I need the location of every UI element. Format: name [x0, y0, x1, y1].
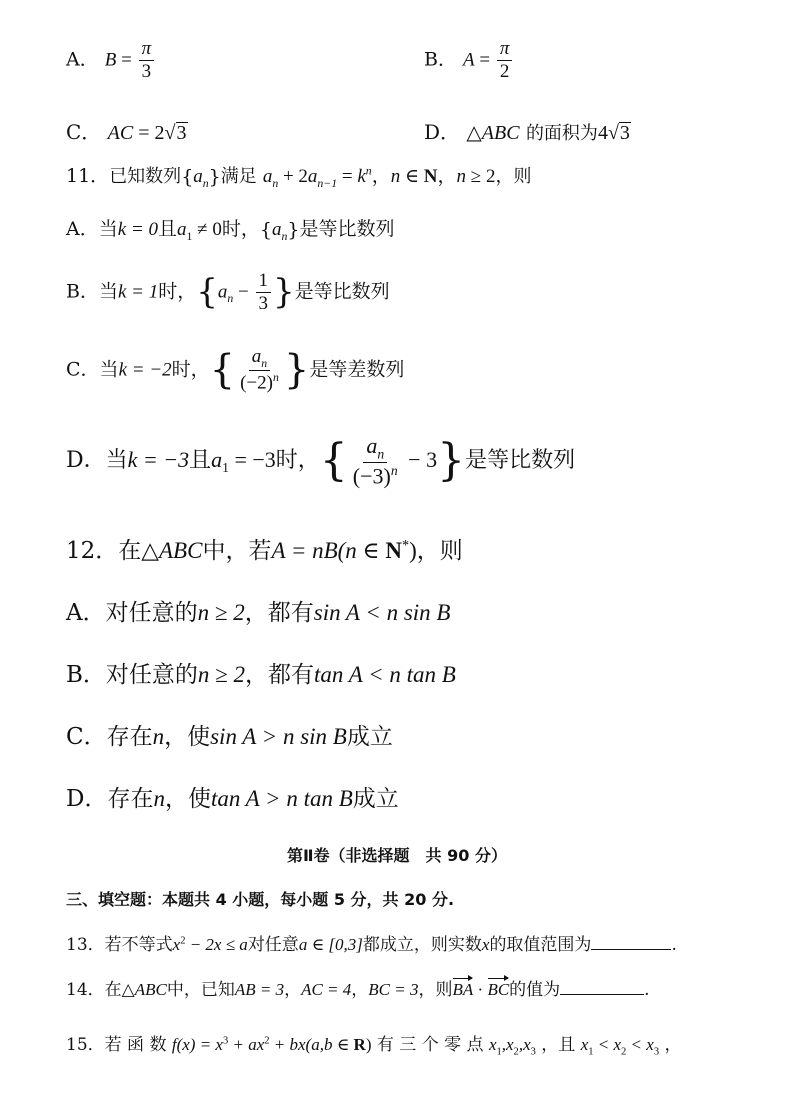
option-label: D． — [66, 786, 108, 812]
eq-ge2: ≥ 2 — [466, 166, 496, 187]
vector-ba: BA — [452, 980, 474, 999]
q-var: x — [172, 935, 181, 954]
option-text: ，使 — [164, 786, 211, 812]
q-text: 在 — [104, 980, 122, 1000]
option-cond: n — [152, 724, 165, 749]
q-text: 对任意 — [247, 935, 299, 955]
option-text: 当 — [98, 280, 118, 303]
eq-n: n — [390, 166, 401, 187]
q-text: ，且 — [541, 1035, 576, 1055]
q-text: 的取值范围为 — [489, 935, 592, 955]
q15 — [66, 1030, 682, 1057]
option-text: ，都有 — [244, 600, 314, 626]
q-expr: + ax — [228, 1035, 265, 1054]
q-text: 若不等式 — [104, 935, 173, 955]
q-text: 都成立，则实数 — [362, 935, 482, 955]
option-label: C． — [66, 120, 102, 144]
zeros-ineq: $x_1 < x_2 < x_3$ — [580, 1035, 660, 1058]
option-value: 2 — [154, 122, 165, 144]
q-text: 中，已知 — [166, 980, 235, 1000]
q-cond: BC = 3 — [368, 980, 419, 999]
q12-option-d — [66, 780, 399, 813]
stem-text: 已知数列 — [109, 166, 182, 187]
q-expr: − 2x ≤ a — [185, 935, 248, 954]
option-conclusion: 是等比数列 — [299, 218, 395, 240]
option-minus3: − 3 — [402, 446, 438, 472]
option-lhs: AC — [107, 122, 134, 144]
option-text: ，都有 — [245, 662, 315, 688]
q-end: . — [644, 980, 650, 1000]
option-text: 且 — [158, 218, 178, 240]
question-number: 13． — [66, 935, 105, 955]
option-cond: k = 0 — [117, 219, 159, 240]
q11-option-b: B．当k = 1时，{$a_n$ − $\frac{1}{3}$ }是等比数列 — [66, 270, 390, 314]
option-label: B． — [424, 48, 457, 71]
q-func: f(x) = x — [171, 1035, 223, 1054]
option-fraction: $\frac{\pi}{3}$ — [139, 38, 155, 83]
q-var: x — [481, 935, 490, 954]
option-label: C． — [66, 358, 100, 381]
q-sup: 3 — [222, 1035, 229, 1047]
q10-option-c: C． AC = 2√3 — [66, 120, 187, 144]
eq-k: k — [357, 166, 366, 187]
q13 — [66, 930, 677, 955]
option-label: C． — [66, 724, 107, 750]
option-fraction: $\frac{a_n}{(-2)^n}$ — [240, 346, 279, 394]
option-cond: n — [153, 786, 165, 811]
option-lhs: B — [104, 49, 117, 71]
section-title: 第Ⅱ卷（非选择题 共 90 分） — [287, 846, 507, 865]
stem-text: 满足 — [220, 166, 257, 187]
q-expr: + bx(a,b ∈ — [269, 1035, 354, 1054]
option-radicand: 3 — [619, 122, 630, 144]
q14: 14．在△ABC中，已知AB = 3，AC = 4，BC = 3，则BA · BC的值为 . — [66, 975, 650, 1000]
option-text: ，使 — [164, 724, 211, 750]
option-expr: tan A < n tan B — [314, 662, 456, 687]
stem-text: 在 — [118, 538, 142, 564]
option-text: 对任意的 — [105, 662, 198, 688]
stem-end: ，则 — [495, 166, 532, 187]
stem-text: 中，若 — [202, 538, 272, 564]
option-text: 且 — [189, 447, 212, 473]
option-cond: k = −2 — [118, 359, 172, 381]
option-term: a — [177, 219, 187, 240]
option-conclusion: 是等比数列 — [465, 447, 576, 473]
option-expr: sin A > n sin B — [210, 724, 347, 749]
q10-option-a: A． B = $\frac{\pi}{3}$ — [66, 38, 156, 83]
option-radicand: 3 — [176, 122, 187, 144]
q10-option-b: B． A = $\frac{\pi}{2}$ — [424, 38, 514, 83]
seq-symbol: a — [193, 166, 203, 187]
option-text: 成立 — [346, 724, 393, 750]
option-text: 当 — [105, 447, 128, 473]
question-number: 11． — [66, 165, 110, 187]
triangle-name: ABC — [158, 538, 203, 563]
triangle-name: ABC — [134, 980, 167, 999]
question-number: 15 — [66, 1035, 88, 1055]
seq-subscript: n — [202, 176, 209, 190]
option-text: 对任意的 — [105, 600, 198, 626]
natural-set: N — [423, 166, 438, 187]
q-text: 的值为 — [509, 980, 561, 1000]
option-label: A． — [66, 218, 99, 240]
eq-equals: = — [337, 166, 358, 187]
option-value: 4 — [597, 122, 608, 144]
q12-stem — [66, 532, 463, 565]
stem-end: ，则 — [416, 538, 463, 564]
answer-blank[interactable] — [591, 932, 671, 950]
option-minus: − — [233, 281, 254, 303]
option-conclusion: 是等比数列 — [294, 280, 390, 303]
q-sup: 2 — [264, 1035, 270, 1047]
eq-in: ∈ — [400, 166, 424, 187]
option-label: A． — [66, 48, 99, 71]
option-fraction: $\frac{\pi}{2}$ — [497, 38, 513, 83]
option-cond: n ≥ 2 — [197, 600, 245, 625]
vector-bc: BC — [487, 980, 510, 999]
option-label: A． — [66, 600, 106, 626]
option-cond: n ≥ 2 — [197, 662, 246, 687]
option-text: 存在 — [107, 786, 154, 812]
option-cond: k = −3 — [127, 446, 190, 472]
q-text: ．若 函 数 — [87, 1035, 167, 1055]
eq-subscript: n−1 — [317, 176, 338, 190]
q-text: ，则 — [418, 980, 453, 1000]
option-a1eq: = −3 — [228, 446, 276, 472]
q-cond: a ∈ [0,3] — [298, 935, 363, 954]
option-text: 时， — [158, 280, 197, 303]
option-expr: tan A > n tan B — [210, 786, 353, 811]
option-ne0: ≠ 0 — [192, 219, 222, 240]
triangle-symbol: △ — [121, 980, 135, 999]
q-cond: AB = 3 — [234, 980, 285, 999]
eq-term: a — [262, 166, 273, 187]
option-text: 成立 — [352, 786, 399, 812]
option-text: 时， — [221, 218, 260, 240]
q-sup: 2 — [180, 935, 186, 947]
q12-option-b — [66, 656, 456, 689]
option-text: 时， — [171, 358, 210, 381]
q-cond: AC = 4 — [301, 980, 352, 999]
answer-blank[interactable] — [560, 977, 644, 995]
triangle-name: ABC — [481, 122, 520, 144]
part-title: 三、填空题：本题共 4 小题，每小题 5 分，共 20 分. — [66, 890, 455, 909]
q11-option-a: A．当k = 0且$a_1 \ne 0$时，$\{a_n\}$是等比数列 — [66, 218, 395, 243]
zeros-list: $x_1,x_2,x_3$ — [488, 1035, 536, 1058]
triangle-symbol: △ — [466, 122, 482, 144]
option-label: B． — [66, 280, 99, 303]
eq-sup: n — [365, 164, 372, 178]
eq-subscript: n — [272, 176, 279, 190]
option-text: 存在 — [106, 724, 153, 750]
question-number: 12． — [66, 538, 119, 564]
q11-option-c: C．当k = −2时，{ $\frac{a_n}{(-2)^n}$ }是等差数列 — [66, 346, 405, 394]
q10-option-d: D． △ABC 的面积为4√3 — [424, 120, 630, 144]
dot-operator: · — [473, 980, 488, 999]
real-set: R — [353, 1035, 366, 1054]
stem-equation: A = nB(n ∈ — [271, 538, 386, 563]
q-text: 有 三 个 零 点 — [376, 1035, 484, 1055]
stem-close: ) — [409, 538, 417, 563]
q11-stem: 11．已知数列$\{a_n\}$满足 $a_n + 2a_{n-1} = k^n$，n ∈ N，n ≥ 2，则 — [66, 164, 532, 190]
option-fraction: $\frac{1}{3}$ — [256, 270, 272, 315]
option-text: 当 — [99, 358, 119, 381]
natural-set: N — [385, 538, 402, 563]
option-label: D． — [424, 120, 461, 144]
q-end: . — [671, 935, 677, 955]
option-text: 时， — [275, 447, 320, 473]
q12-option-a — [66, 594, 450, 627]
option-lhs: A — [463, 49, 475, 71]
q11-option-d: D．当k = −3且$a_1 = -3$时，{ $\frac{a_n}{(-3)^n}$ − 3}是等比数列 — [66, 433, 576, 489]
question-number: 14． — [66, 980, 105, 1000]
option-text: 的面积为 — [525, 123, 598, 144]
option-expr: sin A < n sin B — [313, 600, 451, 625]
eq-plus: + 2 — [278, 166, 308, 187]
triangle-symbol: △ — [141, 538, 159, 563]
option-subscript: 1 — [186, 229, 193, 243]
q-end: ， — [664, 1035, 682, 1055]
option-label: B． — [66, 662, 106, 688]
option-cond: k = 1 — [117, 281, 159, 303]
option-conclusion: 是等差数列 — [309, 358, 405, 381]
option-label: D． — [66, 447, 106, 473]
star-sup: * — [401, 537, 410, 554]
q12-option-c — [66, 718, 393, 751]
option-fraction: $\frac{a_n}{(-3)^n}$ — [352, 433, 398, 489]
option-text: 当 — [98, 218, 118, 240]
q-close: ) — [365, 1035, 372, 1054]
eq-term: a — [307, 166, 318, 187]
